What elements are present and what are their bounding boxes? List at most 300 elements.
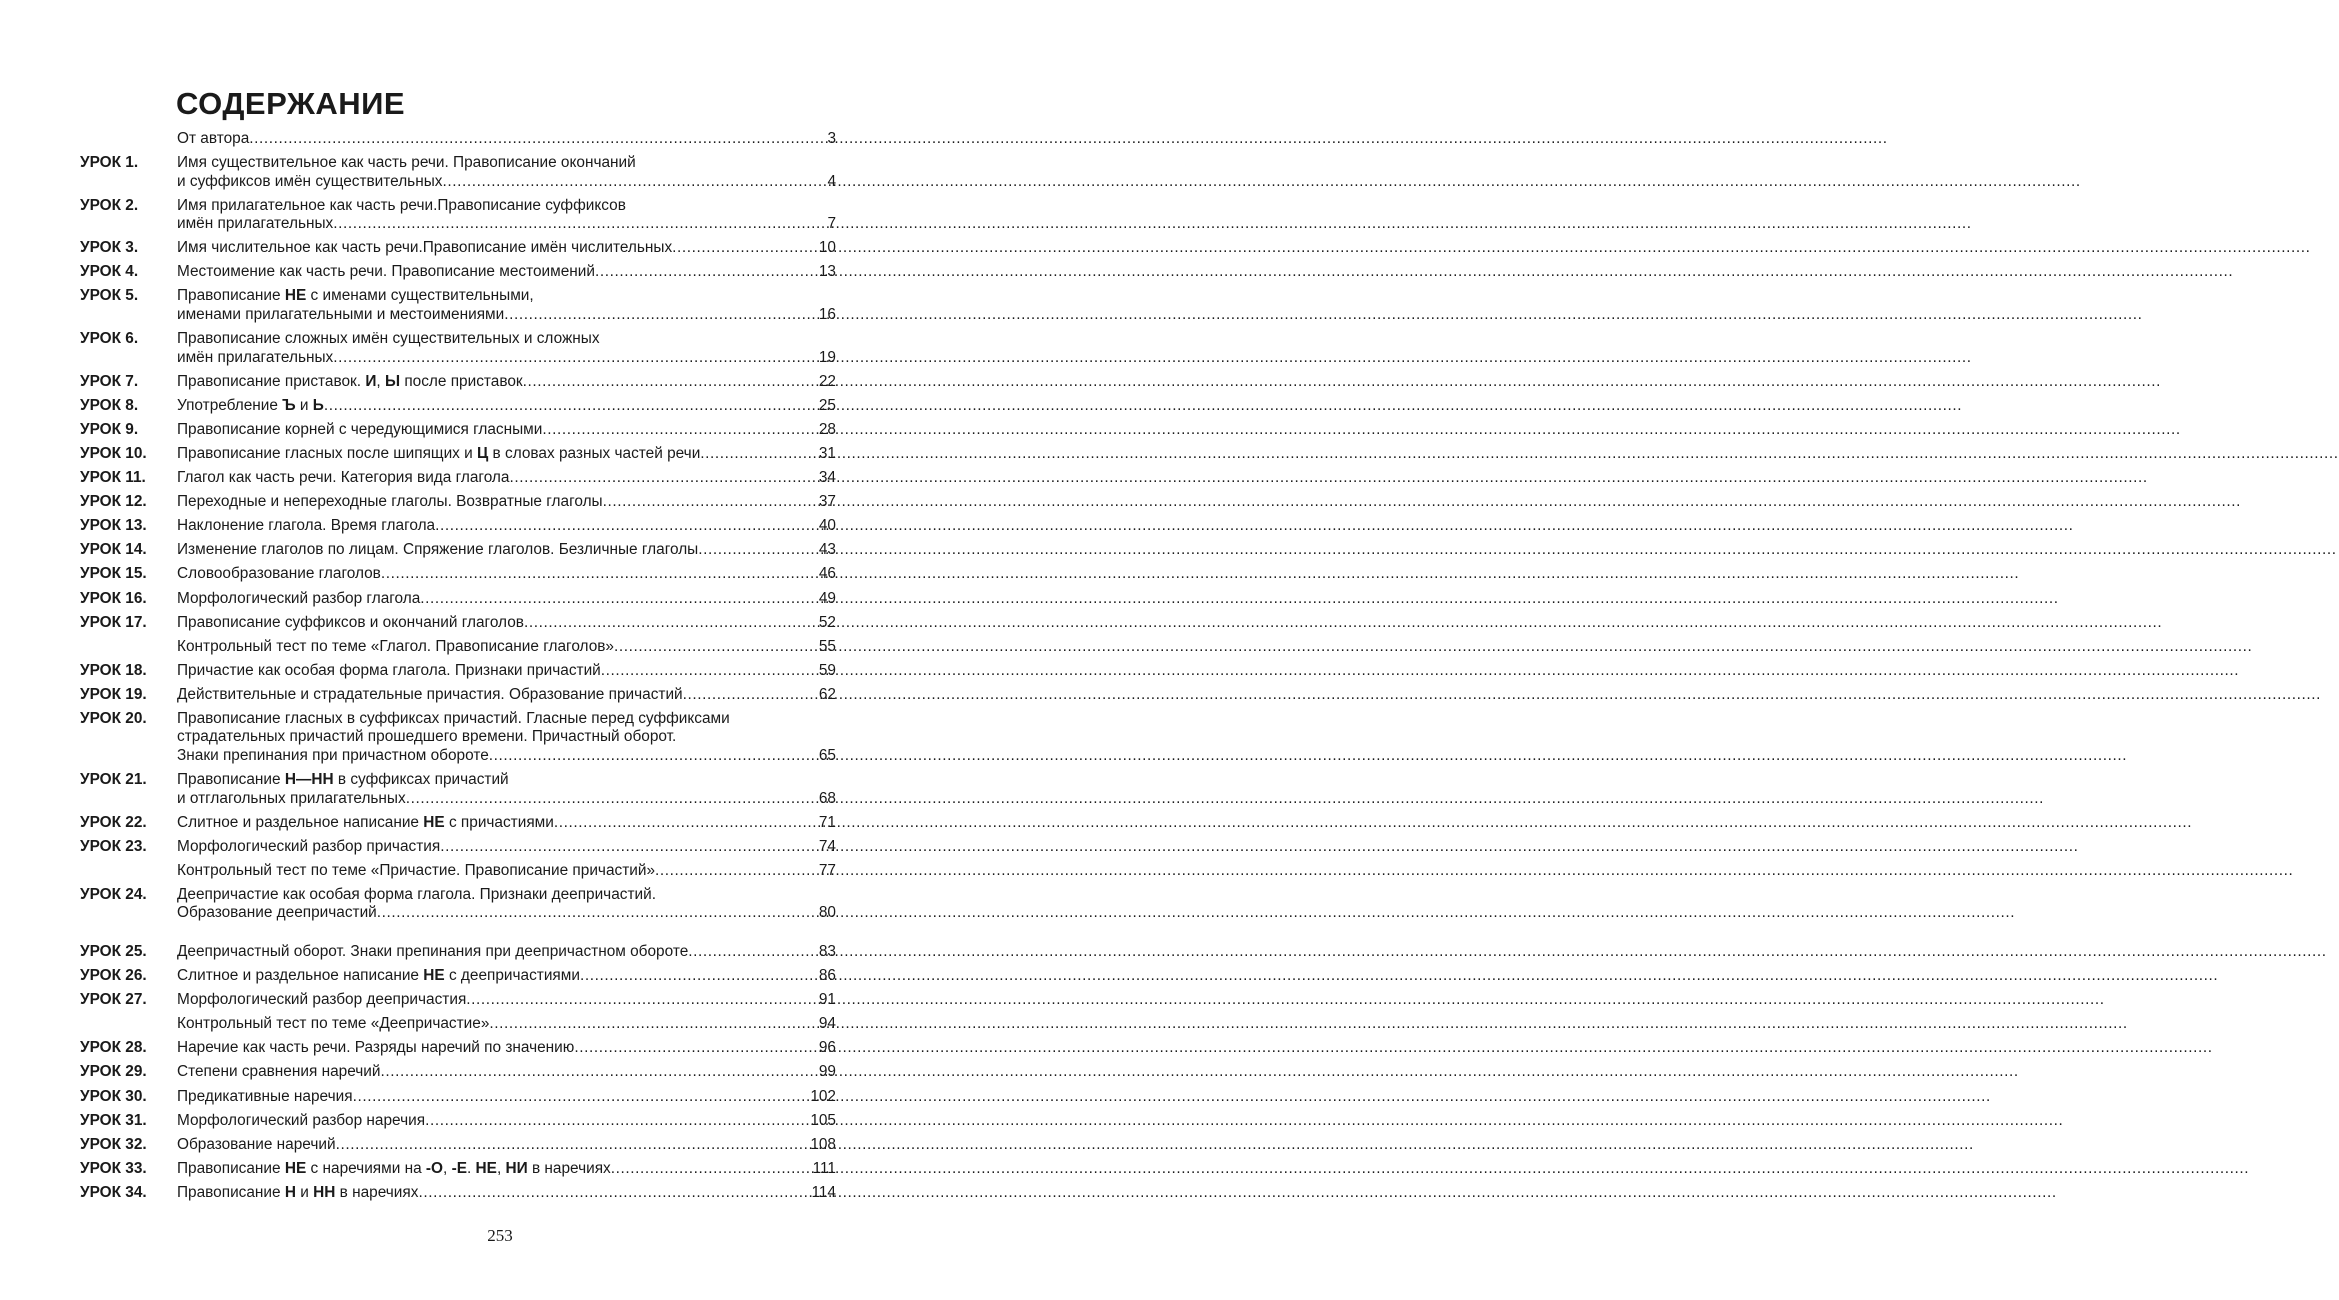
entry-title-line bbox=[177, 263, 836, 282]
toc-entry bbox=[80, 1088, 836, 1107]
entry-title-text bbox=[177, 1112, 425, 1131]
entry-title-line bbox=[177, 710, 836, 729]
entry-title-text bbox=[177, 838, 440, 857]
entry-page-number: 96 bbox=[818, 1039, 836, 1057]
lesson-number: УРОК 17. bbox=[80, 613, 147, 631]
entry-title-line bbox=[177, 728, 836, 747]
entry-title bbox=[177, 771, 836, 808]
text-run: , bbox=[496, 1159, 506, 1177]
toc-entry bbox=[80, 886, 836, 923]
entry-title-line bbox=[177, 287, 836, 306]
lesson-number: УРОК 31. bbox=[80, 1111, 147, 1129]
text-run: Изменение глаголов по лицам. Спряжение глаголов. Безличные глаголы bbox=[177, 541, 699, 559]
entry-title-text bbox=[177, 862, 655, 881]
entry-page-number: 7 bbox=[827, 215, 836, 233]
page-number: 253 bbox=[487, 1226, 513, 1245]
text-run: Контрольный тест по теме «Деепричастие» bbox=[177, 1015, 490, 1033]
text-run: , bbox=[376, 372, 385, 390]
entry-title-line bbox=[177, 1112, 836, 1131]
entry-title-text bbox=[177, 904, 377, 923]
entry-title-text bbox=[177, 790, 406, 809]
entry-title-text bbox=[177, 421, 542, 440]
text-run: в наречиях bbox=[335, 1183, 419, 1201]
lesson-number: УРОК 3. bbox=[80, 239, 139, 257]
text-run: Правописание bbox=[177, 287, 285, 305]
entry-page-number: 49 bbox=[818, 589, 836, 607]
lesson-number: УРОК 24. bbox=[80, 885, 147, 903]
lesson-number: УРОК 11. bbox=[80, 469, 146, 487]
dot-leader bbox=[595, 263, 818, 282]
text-run: Морфологический разбор причастия bbox=[177, 837, 441, 855]
dot-leader bbox=[377, 904, 818, 923]
dot-leader bbox=[614, 638, 818, 657]
text-run: Знаки препинания при причастном обороте bbox=[177, 746, 489, 764]
bold-term: НЕ bbox=[284, 1159, 307, 1177]
dot-leader bbox=[435, 517, 818, 536]
entry-title-line bbox=[177, 215, 836, 234]
dot-leader bbox=[489, 1015, 817, 1034]
toc-entry bbox=[80, 373, 836, 392]
lesson-number: УРОК 9. bbox=[80, 420, 139, 438]
text-run: Образование деепричастий bbox=[177, 904, 377, 922]
dot-leader bbox=[406, 790, 818, 809]
entry-title bbox=[177, 967, 836, 986]
lesson-number: УРОК 20. bbox=[80, 709, 147, 727]
entry-title bbox=[177, 614, 836, 633]
lesson-number: УРОК 12. bbox=[80, 493, 147, 511]
entry-page-number: 74 bbox=[818, 837, 836, 855]
text-run: Наклонение глагола. Время глагола bbox=[177, 517, 436, 535]
dot-leader bbox=[509, 469, 817, 488]
entry-title-line bbox=[177, 1088, 836, 1107]
toc-entry bbox=[80, 771, 836, 808]
entry-page-number: 10 bbox=[818, 239, 836, 257]
bold-term: Ъ bbox=[282, 396, 296, 414]
entry-page-number: 52 bbox=[818, 613, 836, 631]
entry-title-line bbox=[177, 904, 836, 923]
text-run: Наречие как часть речи. Разряды наречий по значению bbox=[177, 1039, 575, 1057]
entry-title bbox=[177, 1088, 836, 1107]
entry-title bbox=[177, 838, 836, 857]
entry-title bbox=[177, 421, 836, 440]
dot-leader bbox=[542, 421, 818, 440]
dot-leader bbox=[688, 943, 818, 962]
entry-title-line bbox=[177, 154, 836, 173]
entry-page-number: 94 bbox=[818, 1015, 836, 1033]
text-run: и отглагольных прилагательных bbox=[177, 789, 406, 807]
text-run: Имя прилагательное как часть речи.Правописание суффиксов bbox=[177, 196, 626, 214]
entry-title-text bbox=[177, 373, 523, 392]
entry-title bbox=[177, 886, 836, 923]
entry-title-text bbox=[177, 239, 672, 258]
toc-entry bbox=[80, 445, 836, 464]
entry-title-line bbox=[177, 862, 836, 881]
dot-leader bbox=[672, 239, 818, 258]
dot-leader bbox=[333, 349, 818, 368]
toc-entry bbox=[80, 197, 836, 234]
lesson-number: УРОК 6. bbox=[80, 330, 139, 348]
toc-entry bbox=[80, 565, 836, 584]
entry-title bbox=[177, 1112, 836, 1131]
entry-title-line bbox=[177, 469, 836, 488]
bold-term: НИ bbox=[505, 1159, 528, 1177]
text-run: Степени сравнения наречий bbox=[177, 1063, 381, 1081]
entry-title bbox=[177, 1039, 836, 1058]
entry-page-number: 16 bbox=[818, 305, 836, 323]
entry-title bbox=[177, 565, 836, 584]
lesson-number: УРОК 32. bbox=[80, 1135, 147, 1153]
entry-title-line bbox=[177, 306, 836, 325]
entry-title-line bbox=[177, 1160, 836, 1179]
entry-title-line bbox=[177, 967, 836, 986]
entry-page-number: 46 bbox=[818, 565, 836, 583]
entry-title-text bbox=[177, 517, 435, 536]
text-run: Местоимение как часть речи. Правописание местоимений bbox=[177, 263, 595, 281]
entry-title-text bbox=[177, 662, 601, 681]
text-run: страдательных причастий прошедшего времени. Причастный оборот. bbox=[177, 728, 677, 746]
toc-entry bbox=[80, 814, 836, 833]
toc-entry bbox=[80, 1063, 836, 1082]
lesson-number: УРОК 8. bbox=[80, 396, 139, 414]
lesson-number: УРОК 2. bbox=[80, 196, 139, 214]
text-run: Имя существительное как часть речи. Правописание окончаний bbox=[177, 154, 636, 172]
text-run: после приставок bbox=[400, 372, 523, 390]
entry-title-text bbox=[177, 614, 524, 633]
entry-title-line bbox=[177, 397, 836, 416]
entry-page-number: 91 bbox=[818, 991, 836, 1009]
dot-leader bbox=[523, 373, 818, 392]
entry-title-line bbox=[177, 814, 836, 833]
toc-entry bbox=[80, 1112, 836, 1131]
entry-title bbox=[177, 1136, 836, 1155]
entry-title bbox=[177, 154, 836, 191]
dot-leader bbox=[698, 541, 818, 560]
entry-title-line bbox=[177, 747, 836, 766]
entry-title-line bbox=[177, 239, 836, 258]
entry-title-text bbox=[177, 638, 614, 657]
entry-title-text bbox=[177, 565, 381, 584]
entry-title bbox=[177, 541, 836, 560]
bold-term: -Е bbox=[451, 1159, 467, 1177]
entry-title-text bbox=[177, 173, 442, 192]
entry-title-line bbox=[177, 638, 836, 657]
entry-page-number: 111 bbox=[812, 1159, 836, 1177]
entry-title-line bbox=[177, 686, 836, 705]
entry-title-text bbox=[177, 1063, 380, 1082]
lesson-number bbox=[80, 862, 177, 881]
toc-entry bbox=[80, 287, 836, 324]
lesson-number: УРОК 34. bbox=[80, 1183, 147, 1201]
lesson-number: УРОК 22. bbox=[80, 813, 147, 831]
entry-page-number: 40 bbox=[818, 517, 836, 535]
toc-entry bbox=[80, 662, 836, 681]
dot-leader bbox=[524, 614, 818, 633]
entry-title bbox=[177, 517, 836, 536]
lesson-number: УРОК 5. bbox=[80, 287, 139, 305]
lesson-number: УРОК 28. bbox=[80, 1039, 147, 1057]
entry-page-number: 34 bbox=[818, 469, 836, 487]
entry-title bbox=[177, 263, 836, 282]
entry-page-number: 28 bbox=[818, 420, 836, 438]
toc-entry bbox=[80, 838, 836, 857]
lesson-number: УРОК 29. bbox=[80, 1063, 147, 1081]
entry-title-text bbox=[177, 943, 688, 962]
lesson-number: УРОК 7. bbox=[80, 372, 139, 390]
entry-title-line bbox=[177, 373, 836, 392]
entry-page-number: 4 bbox=[827, 172, 836, 190]
toc-entry bbox=[80, 1184, 836, 1203]
text-run: Правописание сложных имён существительных и сложных bbox=[177, 330, 600, 348]
bold-term: НЕ bbox=[423, 967, 445, 985]
entry-title-line bbox=[177, 421, 836, 440]
entry-page-number: 77 bbox=[818, 861, 836, 879]
entry-page-number: 37 bbox=[818, 493, 836, 511]
text-run: Имя числительное как часть речи.Правописание имён числительных bbox=[177, 239, 673, 257]
toc-entry bbox=[80, 541, 836, 560]
entry-title bbox=[177, 445, 836, 464]
dot-leader bbox=[683, 686, 818, 705]
entry-title-text bbox=[177, 445, 700, 464]
entry-page-number: 114 bbox=[811, 1183, 836, 1201]
bold-term: НН bbox=[313, 1183, 336, 1201]
dot-leader bbox=[353, 1088, 810, 1107]
lesson-number: УРОК 13. bbox=[80, 517, 147, 535]
dot-leader bbox=[418, 1184, 810, 1203]
entry-title-line bbox=[177, 943, 836, 962]
entry-title-text bbox=[177, 541, 698, 560]
entry-title bbox=[177, 943, 836, 962]
entry-title-line bbox=[177, 173, 836, 192]
entry-title bbox=[177, 1160, 836, 1179]
entry-title bbox=[177, 287, 836, 324]
dot-leader bbox=[440, 838, 818, 857]
text-run: Слитное и раздельное написание bbox=[177, 813, 424, 831]
entry-title bbox=[177, 1184, 836, 1203]
dot-leader bbox=[611, 1160, 812, 1179]
entry-title-line bbox=[177, 838, 836, 857]
lesson-number: УРОК 15. bbox=[80, 565, 147, 583]
entry-title bbox=[177, 686, 836, 705]
text-run: именами прилагательными и местоимениями bbox=[177, 305, 505, 323]
toc-entry bbox=[80, 330, 836, 367]
entry-title-line bbox=[177, 565, 836, 584]
dot-leader bbox=[442, 173, 826, 192]
lesson-number: УРОК 19. bbox=[80, 685, 147, 703]
lesson-number: УРОК 30. bbox=[80, 1087, 147, 1105]
entry-title-text bbox=[177, 590, 420, 609]
entry-title-line bbox=[177, 1184, 836, 1203]
entry-title-text bbox=[177, 215, 333, 234]
entry-title-text bbox=[177, 330, 600, 347]
dot-leader bbox=[336, 1136, 810, 1155]
lesson-number: УРОК 27. bbox=[80, 991, 147, 1009]
entry-page-number: 43 bbox=[818, 541, 836, 559]
dot-leader bbox=[249, 130, 826, 149]
entry-page-number: 59 bbox=[818, 661, 836, 679]
entry-title bbox=[177, 469, 836, 488]
lesson-number bbox=[80, 1015, 177, 1034]
entry-page-number: 102 bbox=[810, 1087, 836, 1105]
entry-title bbox=[177, 590, 836, 609]
dot-leader bbox=[603, 493, 818, 512]
entry-title-text bbox=[177, 306, 504, 325]
entry-title-text bbox=[177, 886, 656, 903]
entry-title-text bbox=[177, 967, 580, 986]
entry-title-line bbox=[177, 662, 836, 681]
toc-entry bbox=[80, 638, 836, 657]
bold-term: Н bbox=[284, 1183, 296, 1201]
dot-leader bbox=[554, 814, 818, 833]
page-title: СОДЕРЖАНИЕ bbox=[176, 86, 406, 121]
entry-page-number: 22 bbox=[818, 372, 836, 390]
entry-title-text bbox=[177, 991, 466, 1010]
text-run: с причастиями bbox=[444, 813, 554, 831]
entry-title-text bbox=[177, 130, 249, 149]
entry-title-text bbox=[177, 349, 333, 368]
entry-title-text bbox=[177, 287, 534, 304]
bold-term: НЕ bbox=[423, 813, 445, 831]
text-run: . bbox=[466, 1159, 476, 1177]
text-run: Причастие как особая форма глагола. Признаки причастий bbox=[177, 661, 601, 679]
entry-title-text bbox=[177, 771, 509, 788]
toc-entry bbox=[80, 991, 836, 1010]
dot-leader bbox=[489, 747, 818, 766]
dot-leader bbox=[380, 1063, 817, 1082]
bold-term: НЕ bbox=[475, 1159, 497, 1177]
entry-title-text bbox=[177, 469, 509, 488]
bold-term: Ы bbox=[384, 372, 401, 390]
lesson-number: УРОК 23. bbox=[80, 837, 147, 855]
entry-title bbox=[177, 862, 836, 881]
entry-title-line bbox=[177, 541, 836, 560]
entry-title bbox=[177, 197, 836, 234]
text-run: в словах разных частей речи bbox=[488, 444, 701, 462]
text-run: , bbox=[443, 1159, 452, 1177]
entry-title bbox=[177, 814, 836, 833]
entry-title-line bbox=[177, 991, 836, 1010]
lesson-number: УРОК 10. bbox=[80, 444, 147, 462]
entry-title-text bbox=[177, 814, 554, 833]
entry-title-text bbox=[177, 263, 595, 282]
entry-title-text bbox=[177, 686, 683, 705]
dot-leader bbox=[601, 662, 818, 681]
entry-title-text bbox=[177, 1039, 574, 1058]
entry-title-text bbox=[177, 747, 489, 766]
bold-term: Н—НН bbox=[284, 771, 334, 789]
text-run: Предикативные наречия bbox=[177, 1087, 353, 1105]
toc-entry bbox=[80, 862, 836, 881]
entry-page-number: 108 bbox=[810, 1135, 836, 1153]
table-of-contents bbox=[80, 130, 836, 1208]
entry-page-number: 99 bbox=[818, 1063, 836, 1081]
toc-entry bbox=[80, 517, 836, 536]
toc-entry bbox=[80, 1039, 836, 1058]
dot-leader bbox=[655, 862, 818, 881]
toc-entry bbox=[80, 1136, 836, 1155]
text-run: Правописание bbox=[177, 1159, 285, 1177]
bold-term: -О bbox=[425, 1159, 444, 1177]
lesson-number: УРОК 21. bbox=[80, 771, 147, 789]
text-run: с именами существительными, bbox=[306, 287, 534, 305]
bold-term: НЕ bbox=[284, 287, 307, 305]
entry-title-text bbox=[177, 1184, 418, 1203]
entry-title-line bbox=[177, 349, 836, 368]
text-run: и bbox=[296, 1183, 314, 1201]
entry-page-number: 86 bbox=[818, 967, 836, 985]
entry-title-line bbox=[177, 197, 836, 216]
entry-title-text bbox=[177, 1015, 489, 1034]
text-run: Правописание суффиксов и окончаний глаголов bbox=[177, 613, 524, 631]
entry-title-text bbox=[177, 197, 626, 214]
text-run: и суффиксов имён существительных bbox=[177, 172, 443, 190]
entry-title-text bbox=[177, 154, 636, 171]
lesson-number: УРОК 33. bbox=[80, 1159, 147, 1177]
entry-page-number: 68 bbox=[818, 789, 836, 807]
text-run: От автора bbox=[177, 130, 250, 147]
entry-title-text bbox=[177, 728, 676, 745]
toc-entry bbox=[80, 1015, 836, 1034]
entry-title bbox=[177, 130, 836, 149]
entry-title-line bbox=[177, 1136, 836, 1155]
entry-title bbox=[177, 397, 836, 416]
lesson-number: УРОК 14. bbox=[80, 541, 147, 559]
entry-page-number: 105 bbox=[810, 1111, 836, 1129]
text-run: Глагол как часть речи. Категория вида глагола bbox=[177, 469, 510, 487]
toc-entry bbox=[80, 239, 836, 258]
lesson-number: УРОК 18. bbox=[80, 661, 147, 679]
entry-title bbox=[177, 1063, 836, 1082]
toc-entry bbox=[80, 1160, 836, 1179]
toc-entry bbox=[80, 397, 836, 416]
text-run: Морфологический разбор наречия bbox=[177, 1111, 426, 1129]
text-run: Морфологический разбор глагола bbox=[177, 589, 421, 607]
lesson-number: УРОК 16. bbox=[80, 589, 147, 607]
bold-term: Ь bbox=[312, 396, 324, 414]
entry-title-line bbox=[177, 493, 836, 512]
entry-title-line bbox=[177, 517, 836, 536]
text-run: в наречиях bbox=[527, 1159, 611, 1177]
bold-term: И bbox=[365, 372, 377, 390]
entry-title-line bbox=[177, 1015, 836, 1034]
entry-title bbox=[177, 710, 836, 766]
lesson-number: УРОК 1. bbox=[80, 154, 139, 172]
lesson-number: УРОК 25. bbox=[80, 942, 147, 960]
text-run: Правописание приставок. bbox=[177, 372, 366, 390]
entry-title bbox=[177, 373, 836, 392]
toc-entry bbox=[80, 590, 836, 609]
dot-leader bbox=[504, 306, 818, 325]
text-run: Деепричастный оборот. Знаки препинания при деепричастном обороте bbox=[177, 942, 689, 960]
text-run: Деепричастие как особая форма глагола. Признаки деепричастий. bbox=[177, 885, 656, 903]
entry-page-number: 3 bbox=[827, 130, 836, 147]
lesson-number bbox=[80, 130, 177, 149]
text-run: Контрольный тест по теме «Причастие. Правописание причастий» bbox=[177, 861, 656, 879]
text-run: Образование наречий bbox=[177, 1135, 336, 1153]
entry-title-line bbox=[177, 130, 836, 149]
dot-leader bbox=[574, 1039, 818, 1058]
entry-title-line bbox=[177, 614, 836, 633]
entry-title bbox=[177, 638, 836, 657]
text-run: с наречиями на bbox=[306, 1159, 426, 1177]
entry-title-text bbox=[177, 1160, 611, 1179]
toc-entry bbox=[80, 493, 836, 512]
lesson-number: УРОК 4. bbox=[80, 263, 139, 281]
toc-entry bbox=[80, 421, 836, 440]
text-run: с деепричастиями bbox=[444, 967, 580, 985]
entry-title bbox=[177, 991, 836, 1010]
entry-title-line bbox=[177, 771, 836, 790]
entry-title-text bbox=[177, 710, 730, 727]
